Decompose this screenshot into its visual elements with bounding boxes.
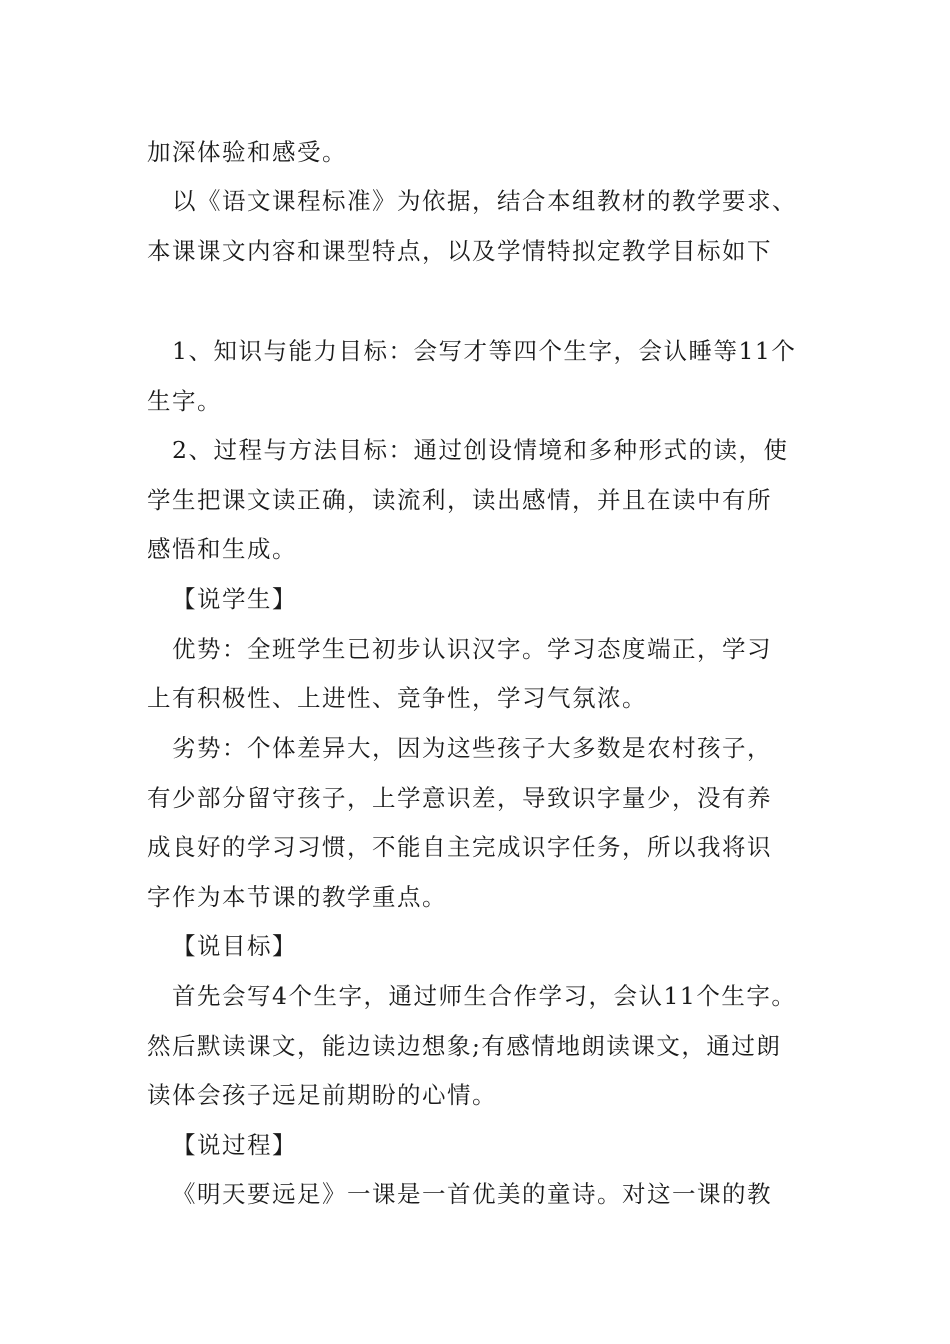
text-line: 《明天要远足》一课是一首优美的童诗。对这一课的教 [172, 1180, 772, 1208]
text-line: 首先会写4个生字，通过师生合作学习，会认11个生字。 [172, 982, 797, 1010]
text-line: 上有积极性、上进性、竞争性，学习气氛浓。 [147, 684, 647, 712]
text-line: 以《语文课程标准》为依据，结合本组教材的教学要求、 [172, 187, 797, 215]
text-line: 生字。 [147, 387, 222, 415]
text-line: 感悟和生成。 [147, 535, 297, 563]
text-line: 劣势：个体差异大，因为这些孩子大多数是农村孩子， [172, 734, 772, 762]
section-heading-goals: 【说目标】 [172, 932, 297, 960]
section-heading-students: 【说学生】 [172, 585, 297, 613]
text-line: 读体会孩子远足前期盼的心情。 [147, 1081, 497, 1109]
text-line: 然后默读课文，能边读边想象;有感情地朗读课文，通过朗 [147, 1032, 782, 1060]
text-line: 学生把课文读正确，读流利，读出感情，并且在读中有所 [147, 486, 772, 514]
text-line: 有少部分留守孩子，上学意识差，导致识字量少，没有养 [147, 784, 772, 812]
text-line: 字作为本节课的教学重点。 [147, 883, 447, 911]
text-line: 加深体验和感受。 [147, 138, 347, 166]
text-line: 本课课文内容和课型特点，以及学情特拟定教学目标如下 [147, 237, 772, 265]
section-heading-process: 【说过程】 [172, 1131, 297, 1159]
text-line: 优势：全班学生已初步认识汉字。学习态度端正，学习 [172, 635, 772, 663]
text-line: 1、知识与能力目标：会写才等四个生字，会认睡等11个 [172, 337, 797, 365]
text-line: 成良好的学习习惯，不能自主完成识字任务，所以我将识 [147, 833, 772, 861]
text-line: 2、过程与方法目标：通过创设情境和多种形式的读，使 [172, 436, 789, 464]
